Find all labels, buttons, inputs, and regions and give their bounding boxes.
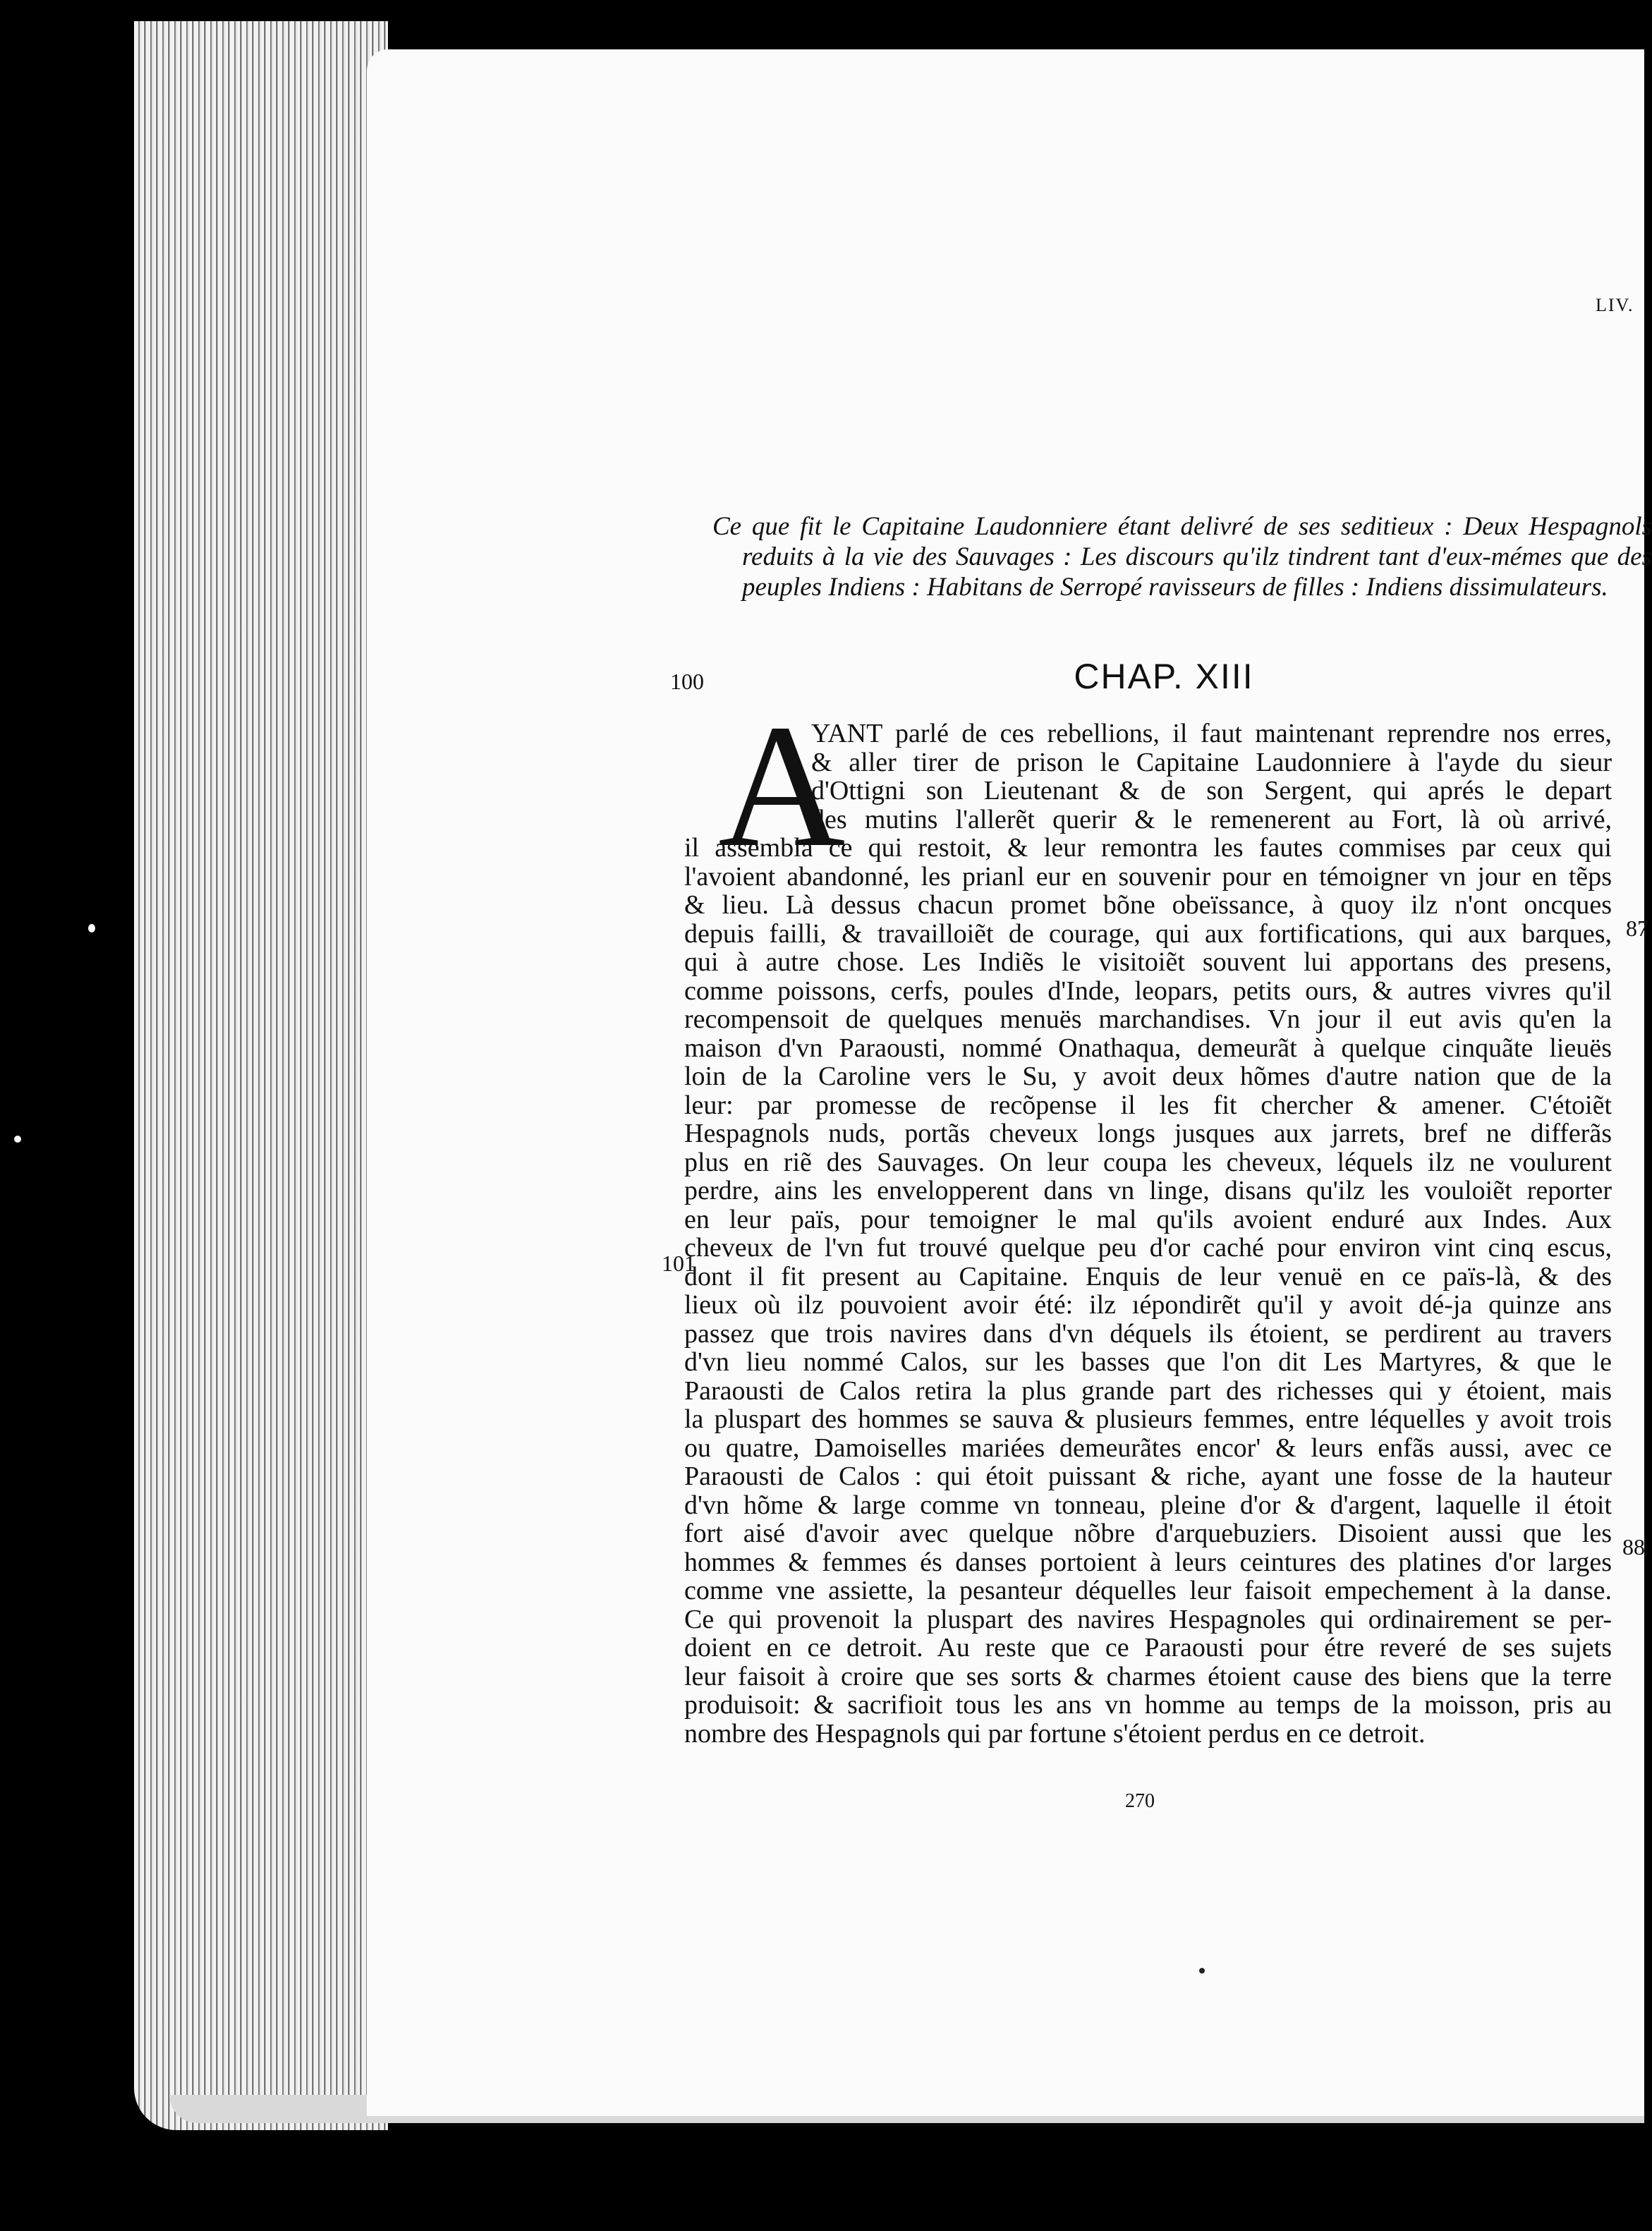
body-line: d'vn lieu nommé Calos, sur les basses que l'on dit Les Martyres, & que le (684, 1347, 1612, 1377)
body-line: fort aisé d'avoir avec quelque nõbre d'arquebuziers. Disoient aussi que les (684, 1519, 1612, 1548)
body-line: depuis failli, & travailloiẽt de courage, qui aux fortifications, qui aux barques, (684, 918, 1612, 949)
body-line: YANT parlé de ces rebellions, il faut maintenant reprendre nos erres, (811, 719, 1612, 748)
body-line: ou quatre, Damoiselles mariées demeurãtes encor' & leurs enfãs aussi, avec ce (684, 1433, 1612, 1463)
body-line: maison d'vn Paraousti, nommé Onathaqua, demeurãt à quelque cinquãte lieuës (684, 1033, 1612, 1063)
page-edges (134, 21, 388, 2130)
body-line: Paraousti de Calos retira la plus grande part des richesses qui y étoient, mais (684, 1375, 1612, 1406)
body-line: l'avoient abandonné, les prianl eur en souvenir pour en témoigner vn jour en tẽps (684, 861, 1612, 892)
body-line: & aller tirer de prison le Capitaine Laudonniere à l'ayde du sieur (811, 747, 1612, 777)
body-line: leur: par promesse de recõpense il les fit chercher & amener. C'étoiẽt (684, 1090, 1612, 1120)
margin-number-right-top: 87 (1626, 916, 1648, 941)
running-head: LIV. (1596, 295, 1634, 315)
body-line: Ce qui provenoit la pluspart des navires Hespagnoles qui ordinairement se per- (684, 1604, 1612, 1634)
chapter-summary: Ce que fit le Capitaine Laudonniere étant delivré de ses seditieux : Deux Hespagnols reduits à la vie des Sauvages : Les discours qu'ilz tindrent tant d'eux-mémes que des peuples Indiens : Habitans de Serropé ravisseurs de filles : Indiens dissimulateurs. (712, 512, 1652, 602)
body-line: la pluspart des hommes se sauva & plusieurs femmes, entre léquelles y avoit trois (684, 1404, 1612, 1434)
body-line: nombre des Hespagnols qui par fortune s'étoient perdus en ce detroit. (684, 1718, 1426, 1749)
body-line: passez que trois navires dans d'vn déquels ils étoient, se perdirent au travers (684, 1318, 1612, 1349)
body-line: des mutins l'allerẽt querir & le remenerent au Fort, là où arrivé, (811, 804, 1612, 834)
margin-number-right-bottom: 88 (1622, 1534, 1645, 1560)
body-line: il assembla ce qui restoit, & leur remontra les fautes commises par ceux qui (684, 833, 1612, 863)
body-line: d'Ottigni son Lieutenant & de son Sergent, qui aprés le depart (811, 776, 1612, 806)
body-line: recompensoit de quelques menuës marchandises. Vn jour il eut avis qu'en la (684, 1004, 1612, 1034)
body-line: d'vn hõme & large comme vn tonneau, pleine d'or & d'argent, laquelle il étoit (684, 1490, 1612, 1520)
body-line: comme vne assiette, la pesanteur déquelles leur faisoit empechement à la danse. (684, 1576, 1612, 1605)
body-line: qui à autre chose. Les Indiẽs le visitoiẽt souvent lui apportans des presens, (684, 947, 1612, 977)
margin-number-left-bottom: 101 (662, 1251, 696, 1276)
body-line: cheveux de l'vn fut trouvé quelque peu d'or caché pour environ vint cinq escus, (684, 1233, 1612, 1263)
body-line: lieux où ilz pouvoient avoir été: ilz ıépondirẽt qu'il y avoit dé-ja quinze ans (684, 1290, 1612, 1320)
body-line: plus en riẽ des Sauvages. On leur coupa les cheveux, léquels ilz ne voulurent (684, 1147, 1612, 1177)
margin-number-left-top: 100 (670, 669, 704, 694)
page-mark (1199, 1968, 1205, 1974)
body-line: loin de la Caroline vers le Su, y avoit deux hõmes d'autre nation que de la (684, 1062, 1612, 1091)
body-line: & lieu. Là dessus chacun promet bõne obeïssance, à quoy ilz n'ont oncques (684, 890, 1612, 920)
body-line: en leur païs, pour temoigner le mal qu'ils avoient enduré aux Indes. Aux (684, 1204, 1612, 1234)
body-line: Hespagnols nuds, portãs cheveux longs jusques aux jarrets, bref ne differãs (684, 1119, 1612, 1148)
body-line: hommes & femmes és danses portoient à leurs ceintures des platines d'or larges (684, 1547, 1612, 1577)
body-line: dont il fit present au Capitaine. Enquis de leur venuë en ce païs-là, & des (684, 1261, 1612, 1291)
body-line: comme poissons, cerfs, poules d'Inde, leopars, petits ours, & autres vivres qu'il (684, 975, 1612, 1006)
body-line: perdre, ains les envelopperent dans vn linge, disans qu'ilz les vouloiẽt reporter (684, 1176, 1612, 1205)
dust-speck (88, 924, 95, 932)
body-line: Paraousti de Calos : qui étoit puissant & riche, ayant une fosse de la hauteur (684, 1461, 1612, 1491)
body-text (684, 719, 1612, 1748)
chapter-title: CHAP. XIII (1074, 657, 1254, 696)
body-line: doient en ce detroit. Au reste que ce Paraousti pour étre reveré de ses sujets (684, 1633, 1612, 1662)
page-number: 270 (1125, 1790, 1155, 1812)
body-line: leur faisoit à croire que ses sorts & charmes étoient cause des biens que la terre (684, 1661, 1612, 1691)
dust-speck (14, 1136, 21, 1143)
body-line: produisoit: & sacrifioit tous les ans vn homme au temps de la moisson, pris au (684, 1690, 1612, 1720)
drop-cap: A (718, 688, 846, 884)
